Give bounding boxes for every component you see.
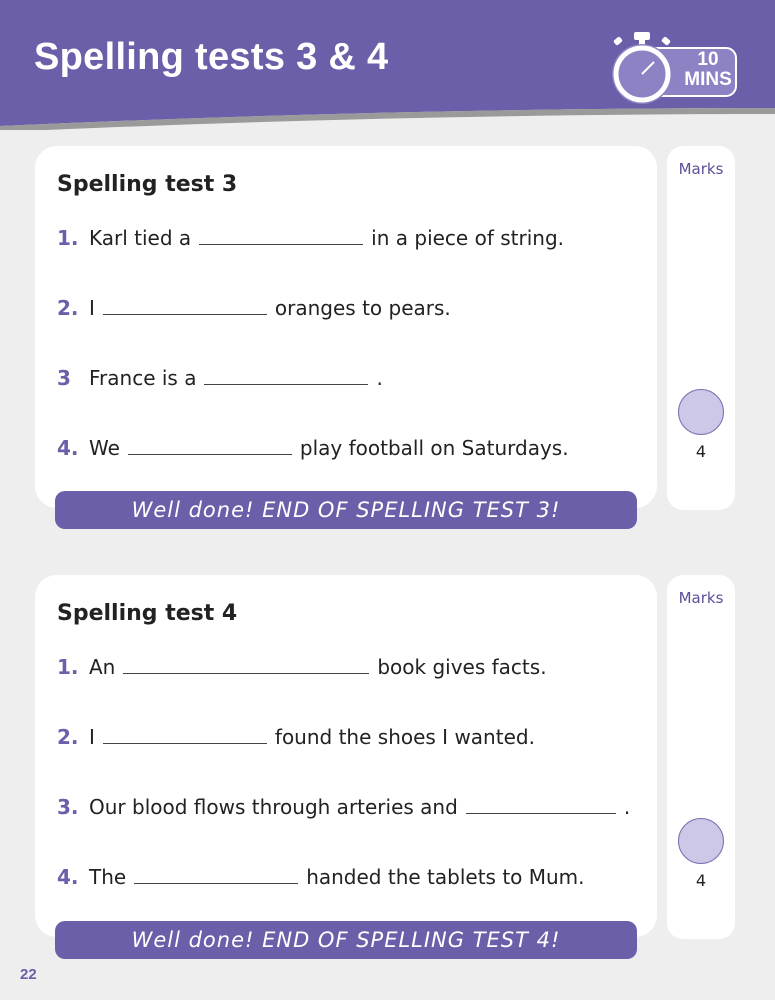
marks-column	[667, 146, 735, 510]
answer-blank[interactable]	[128, 441, 292, 455]
timer-number: 10	[697, 49, 719, 70]
question-text-before: Our blood flows through arteries and	[89, 795, 458, 819]
question-row	[57, 226, 564, 250]
marks-total: 4	[695, 442, 707, 461]
question-row	[57, 795, 630, 819]
question-row	[57, 655, 547, 679]
answer-blank[interactable]	[466, 800, 616, 814]
question-text-after: oranges to pears.	[274, 296, 451, 320]
answer-blank[interactable]	[134, 870, 298, 884]
card-title: Spelling test 3	[57, 172, 238, 197]
page-header	[0, 0, 775, 130]
question-row	[57, 366, 383, 390]
question-number: 4.	[57, 436, 79, 460]
question-number: 3	[57, 366, 71, 390]
question-text-before: An	[89, 655, 116, 679]
question-text-before: The	[89, 865, 127, 889]
question-text-after: book gives facts.	[377, 655, 547, 679]
question-number: 2.	[57, 725, 79, 749]
end-of-test-banner: Well done! END OF SPELLING TEST 3!	[55, 491, 637, 529]
marks-label: Marks	[678, 160, 724, 178]
question-number: 1.	[57, 655, 79, 679]
timer-badge	[608, 28, 738, 108]
marks-score-circle[interactable]	[678, 818, 724, 864]
question-row	[57, 865, 585, 889]
question-row	[57, 725, 535, 749]
question-text-after: in a piece of string.	[371, 226, 564, 250]
question-text-after: found the shoes I wanted.	[274, 725, 535, 749]
question-text-before: We	[89, 436, 120, 460]
question-row	[57, 296, 451, 320]
question-text-before: I	[89, 725, 95, 749]
answer-blank[interactable]	[199, 231, 363, 245]
answer-blank[interactable]	[103, 301, 267, 315]
question-text-after: .	[376, 366, 383, 390]
question-number: 4.	[57, 865, 79, 889]
answer-blank[interactable]	[103, 730, 267, 744]
answer-blank[interactable]	[123, 660, 369, 674]
spelling-test-3-card	[35, 146, 657, 508]
timer-unit: MINS	[684, 69, 732, 90]
question-number: 3.	[57, 795, 79, 819]
page-title: Spelling tests 3 & 4	[34, 36, 389, 78]
end-of-test-banner: Well done! END OF SPELLING TEST 4!	[55, 921, 637, 959]
page-number: 22	[20, 966, 37, 983]
card-title: Spelling test 4	[57, 601, 238, 626]
question-text-after: play football on Saturdays.	[299, 436, 569, 460]
question-text-after: handed the tablets to Mum.	[306, 865, 585, 889]
question-text-after: .	[623, 795, 631, 819]
spelling-test-4-card	[35, 575, 657, 937]
question-text-before: I	[89, 296, 95, 320]
marks-total: 4	[695, 871, 707, 890]
question-number: 1.	[57, 226, 79, 250]
marks-label: Marks	[678, 589, 724, 607]
marks-score-circle[interactable]	[678, 389, 724, 435]
question-text-before: France is a	[89, 366, 197, 390]
answer-blank[interactable]	[204, 371, 368, 385]
question-text-before: Karl tied a	[89, 226, 192, 250]
question-number: 2.	[57, 296, 79, 320]
marks-column	[667, 575, 735, 939]
question-row	[57, 436, 569, 460]
